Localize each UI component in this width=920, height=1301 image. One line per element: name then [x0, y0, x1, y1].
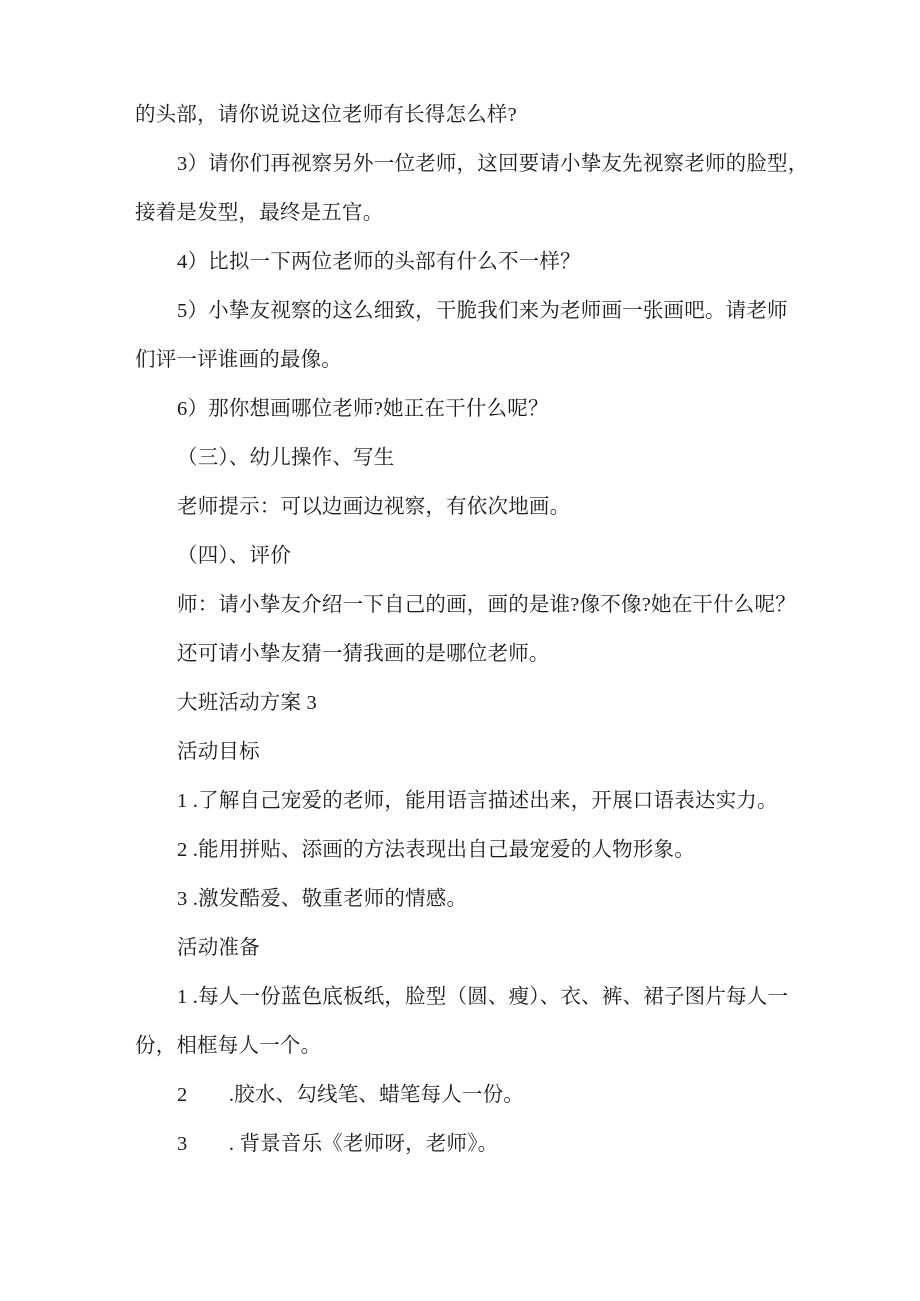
- section-heading: （四）、评价: [177, 545, 291, 567]
- text-line: 们评一评谁画的最像。: [135, 349, 342, 371]
- text-line: 6）那你想画哪位老师?她正在干什么呢？: [177, 398, 549, 420]
- text-line: 2 .能用拼贴、添画的方法表现出自己最宠爱的人物形象。: [177, 839, 695, 861]
- text-line: 4）比拟一下两位老师的头部有什么不一样？: [177, 251, 581, 273]
- text-line: 师：请小挚友介绍一下自己的画，画的是谁?像不像?她在干什么呢？: [177, 594, 796, 616]
- section-heading: 活动目标: [177, 741, 260, 763]
- section-heading: （三）、幼儿操作、写生: [177, 447, 395, 469]
- text-line: 的头部，请你说说这位老师有长得怎么样?: [135, 104, 517, 126]
- text-line: 5）小挚友视察的这么细致，干脆我们来为老师画一张画吧。请老师: [177, 300, 788, 322]
- text-line: 3 .激发酷爱、敬重老师的情感。: [177, 888, 468, 910]
- section-heading: 活动准备: [177, 937, 260, 959]
- text-line: 2 .胶水、勾线笔、蜡笔每人一份。: [177, 1084, 524, 1106]
- text-line: 3）请你们再视察另外一位老师，这回要请小挚友先视察老师的脸型，: [177, 153, 809, 175]
- text-line: 1 .了解自己宠爱的老师，能用语言描述出来，开展口语表达实力。: [177, 790, 778, 812]
- text-line: 份，相框每人一个。: [135, 1035, 322, 1057]
- text-line: 接着是发型，最终是五官。: [135, 202, 384, 224]
- text-line: 老师提示：可以边画边视察，有依次地画。: [177, 496, 571, 518]
- text-line: 1 .每人一份蓝色底板纸，脸型（圆、瘦）、衣、裤、裙子图片每人一: [177, 986, 789, 1008]
- text-line: 还可请小挚友猜一猜我画的是哪位老师。: [177, 643, 550, 665]
- section-heading: 大班活动方案 3: [177, 692, 317, 714]
- text-line: 3 . 背景音乐《老师呀，老师》。: [177, 1133, 499, 1155]
